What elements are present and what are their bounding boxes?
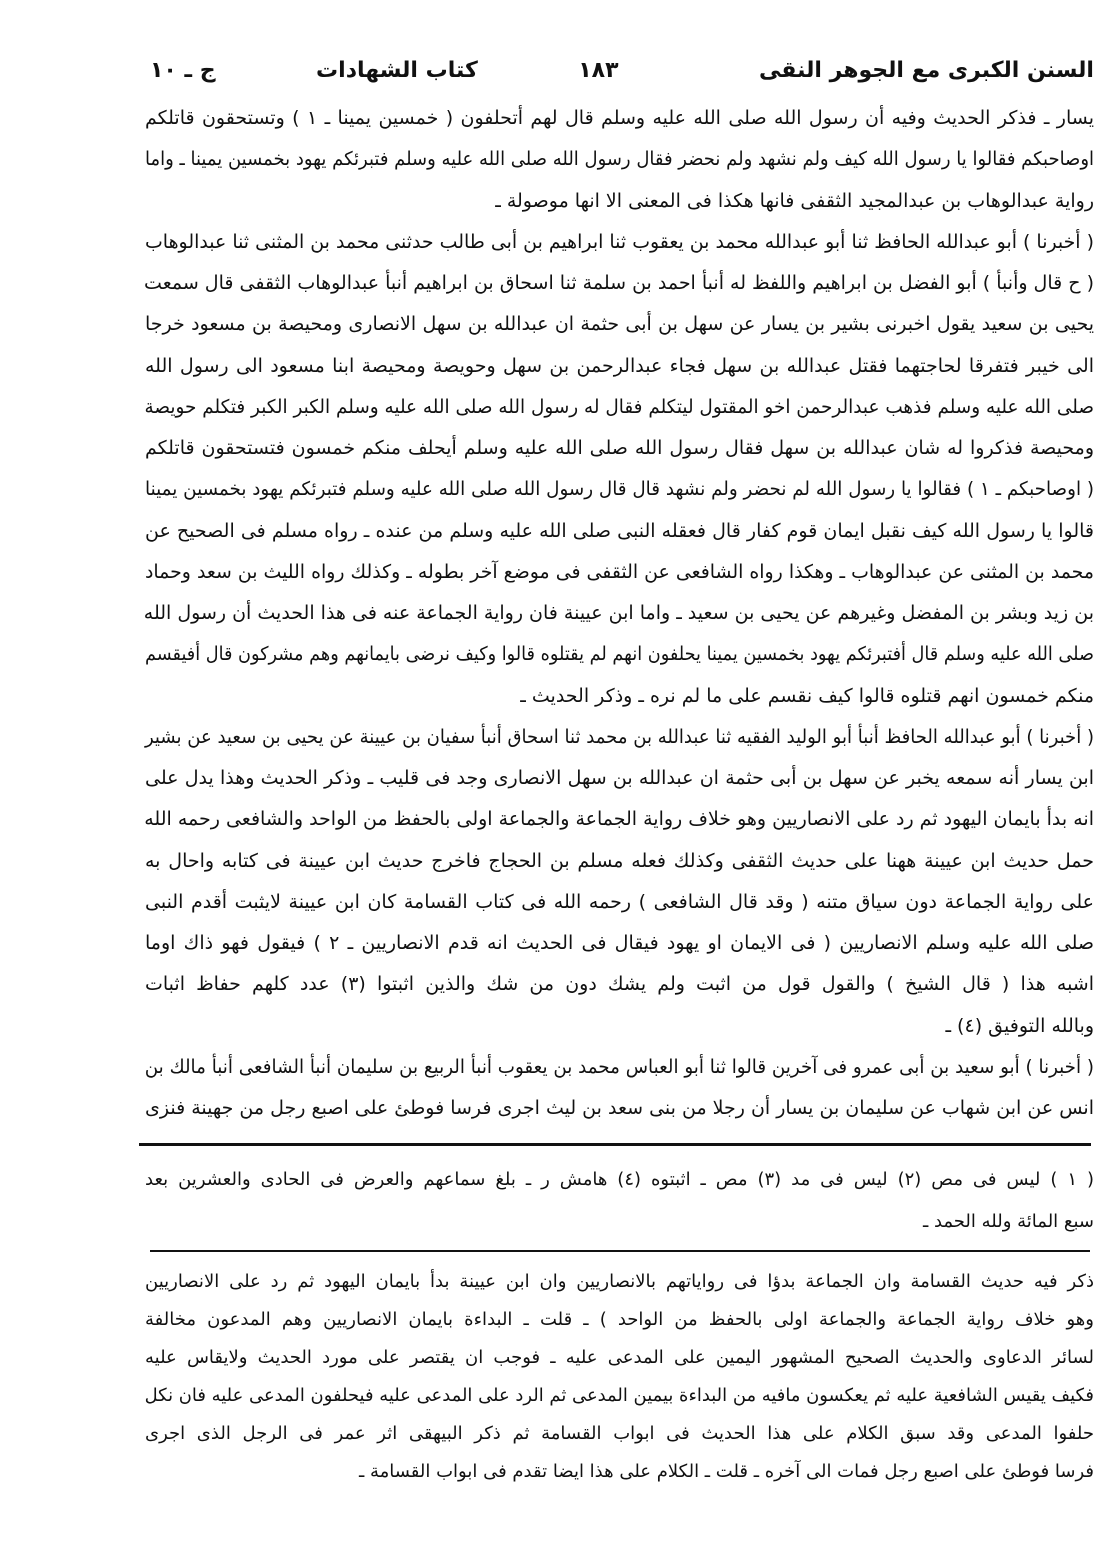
main-line: ( أخبرنا ) أبو عبدالله الحافظ ثنا أبو عبدالله محمد بن يعقوب ثنا ابراهيم بن أبى طالب حدثنى محمد بن المثنى ثنا عبدالوهاب [145,230,1094,253]
main-line: صلى الله عليه وسلم الانصاريين ( فى الايمان او يهود فيقال فى الحديث انه قدم الانصاريين ـ ٢ ) فيقول فهو ذاك اوما [145,932,1094,954]
page-number: ١٨٣ [578,58,619,83]
main-line: اشبه هذا ( قال الشيخ ) والقول قول من اثبت ولم يشك دون من شك والذين اثبتوا (٣) عدد كلهم حفاظ اثبات [145,973,1094,996]
commentary-line: لسائر الدعاوى والحديث الصحيح المشهور اليمين على المدعى عليه ـ فوجب ان يقتصر على مورد الحديث ولايقاس عليه [145,1347,1094,1368]
main-line: منكم خمسون انهم قتلوه قالوا كيف نقسم على ما لم نره ـ وذكر الحديث ـ [520,684,1094,707]
commentary-line: ذكر فيه حديث القسامة وان الجماعة بدؤا فى رواياتهم بالانصاريين وان ابن عيينة بدأ بايمان اليهود ثم رد على الانصاريين [145,1271,1094,1292]
commentary-line: حلفوا المدعى وقد سبق الكلام على هذا الحديث فى ابواب القسامة ثم ذكر البيهقى اثر عمر فى الرجل الذى اجرى [145,1423,1094,1444]
main-line: ( ح قال وأنبأ ) أبو الفضل بن ابراهيم واللفظ له أنبأ احمد بن سلمة ثنا اسحاق بن ابراهيم أنبأ عبدالوهاب الثقفى قال سمعت [144,272,1094,294]
main-line: محمد بن المثنى عن عبدالوهاب ـ وهكذا رواه الشافعى عن الثقفى فى موضع آخر بطوله ـ وكذلك رواه الليث بن سعد وحماد [145,560,1094,583]
main-line: بن زيد وبشر بن المفضل وغيرهم عن يحيى بن سعيد ـ واما ابن عيينة فان رواية الجماعة عنه فى هذا الحديث أن رسول الله [143,602,1094,624]
chapter-title: كتاب الشهادات [316,58,478,83]
main-line: ( أخبرنا ) أبو عبدالله الحافظ أنبأ أبو الوليد الفقيه ثنا عبدالله بن محمد ثنا اسحاق أنبأ سفيان بن عيينة عن يحيى بن سعيد عن بشير [144,725,1095,748]
main-line: انه بدأ بايمان اليهود ثم رد على الانصاريين وهو خلاف رواية الجماعة والجماعة اولى بالحفظ من الواحد والشافعى رحمه الله [144,808,1094,831]
main-line: يحيى بن سعيد يقول اخبرنى بشير بن يسار عن سهل بن أبى حثمة ان عبدالله بن سهل الانصارى ومحيصة بن مسعود خرجا [145,313,1094,336]
main-line: الى خيبر فتفرقا لحاجتهما فقتل عبدالله بن سهل فجاء عبدالرحمن بن سهل وحويصة ومحيصة ابنا مسعود الى رسول الله [145,354,1094,377]
commentary-line: فكيف يقيس الشافعية عليه ثم يعكسون مافيه من البداءة بيمين المدعى ثم الرد على المدعى عليه فيحلفون المدعى عليه فان نكل [144,1385,1094,1406]
main-line: ومحيصة فذكروا له شان عبدالله بن سهل فقال رسول الله صلى الله عليه وسلم أيحلف منكم خمسون فتستحقون قاتلكم [145,437,1094,459]
footnote-divider [139,1143,1091,1146]
main-line: صلى الله عليه وسلم فذهب عبدالرحمن اخو المقتول ليتكلم فقال له رسول الله صلى الله عليه وسلم الكبر الكبر فتكلم حويصة [144,395,1094,418]
main-line: انس عن ابن شهاب عن سليمان بن يسار أن رجلا من بنى سعد بن ليث اجرى فرسا فوطئ على اصبع رجل من جهينة فنزى [145,1097,1094,1119]
commentary-divider [150,1250,1090,1252]
footnotes-line: سبع المائة ولله الحمد ـ [922,1211,1094,1232]
main-line: اوصاحبكم فقالوا يا رسول الله كيف ولم نشهد ولم نحضر فقال رسول الله صلى الله عليه وسلم فتبرئكم يهود بخمسين يمينا ـ واما [145,148,1094,171]
volume-number: ج ـ ١٠ [150,58,216,83]
main-line: وبالله التوفيق (٤) ـ [945,1014,1094,1037]
page-header [150,54,1094,88]
main-line: يسار ـ فذكر الحديث وفيه أن رسول الله صلى الله عليه وسلم قال لهم أتحلفون ( خمسين يمينا ـ ١ ) وتستحقون قاتلكم [145,107,1094,129]
main-line: صلى الله عليه وسلم قال أفتبرئكم يهود بخمسين يمينا يحلفون انهم لم يقتلوه قالوا وكيف نرضى بايمانهم وهم مشركون قال أفيقسم [145,643,1094,666]
commentary-line: فرسا فوطئ على اصبع رجل فمات الى آخره ـ قلت ـ الكلام على هذا ايضا تقدم فى ابواب القسامة ـ [358,1461,1094,1482]
main-line: رواية عبدالوهاب بن عبدالمجيد الثقفى فانها هكذا فى المعنى الا انها موصولة ـ [495,189,1094,212]
main-line: حمل حديث ابن عيينة ههنا على حديث الثقفى وكذلك فعله مسلم بن الحجاج فاخرج حديث ابن عيينة فى كتابه واحال به [145,849,1094,872]
main-line: ( اوصاحبكم ـ ١ ) فقالوا يا رسول الله لم نحضر ولم نشهد قال قال رسول الله صلى الله عليه وسلم فتبرئكم يهود بخمسين يمينا [145,478,1094,501]
main-line: قالوا يا رسول الله كيف نقبل ايمان قوم كفار قال فعقله النبى صلى الله عليه وسلم من عنده ـ رواه مسلم فى الصحيح عن [145,519,1094,542]
commentary-line: وهو خلاف رواية الجماعة والجماعة اولى بالحفظ من الواحد ) ـ قلت ـ البداءة بايمان الانصاريين وهم المدعون مخالفة [145,1309,1094,1330]
main-line: ( أخبرنا ) أبو سعيد بن أبى عمرو فى آخرين قالوا ثنا أبو العباس محمد بن يعقوب أنبأ الربيع بن سليمان أنبأ الشافعى أنبأ مالك بن [144,1055,1094,1078]
footnotes-line: ( ١ ) ليس فى مص (٢) ليس فى مد (٣) مص ـ اثبتوه (٤) هامش ر ـ بلغ سماعهم والعرض فى الحادى والعشرين بعد [145,1169,1094,1190]
main-line: على رواية الجماعة دون سياق متنه ( وقد قال الشافعى ) رحمه الله فى كتاب القسامة كان ابن عيينة لايثبت أقدم النبى [145,890,1094,913]
main-line: ابن يسار أنه سمعه يخبر عن سهل بن أبى حثمة ان عبدالله بن سهل الانصارى وجد فى قليب ـ وذكر الحديث وهذا يدل على [145,767,1094,789]
book-title: السنن الكبرى مع الجوهر النقى [759,58,1094,83]
